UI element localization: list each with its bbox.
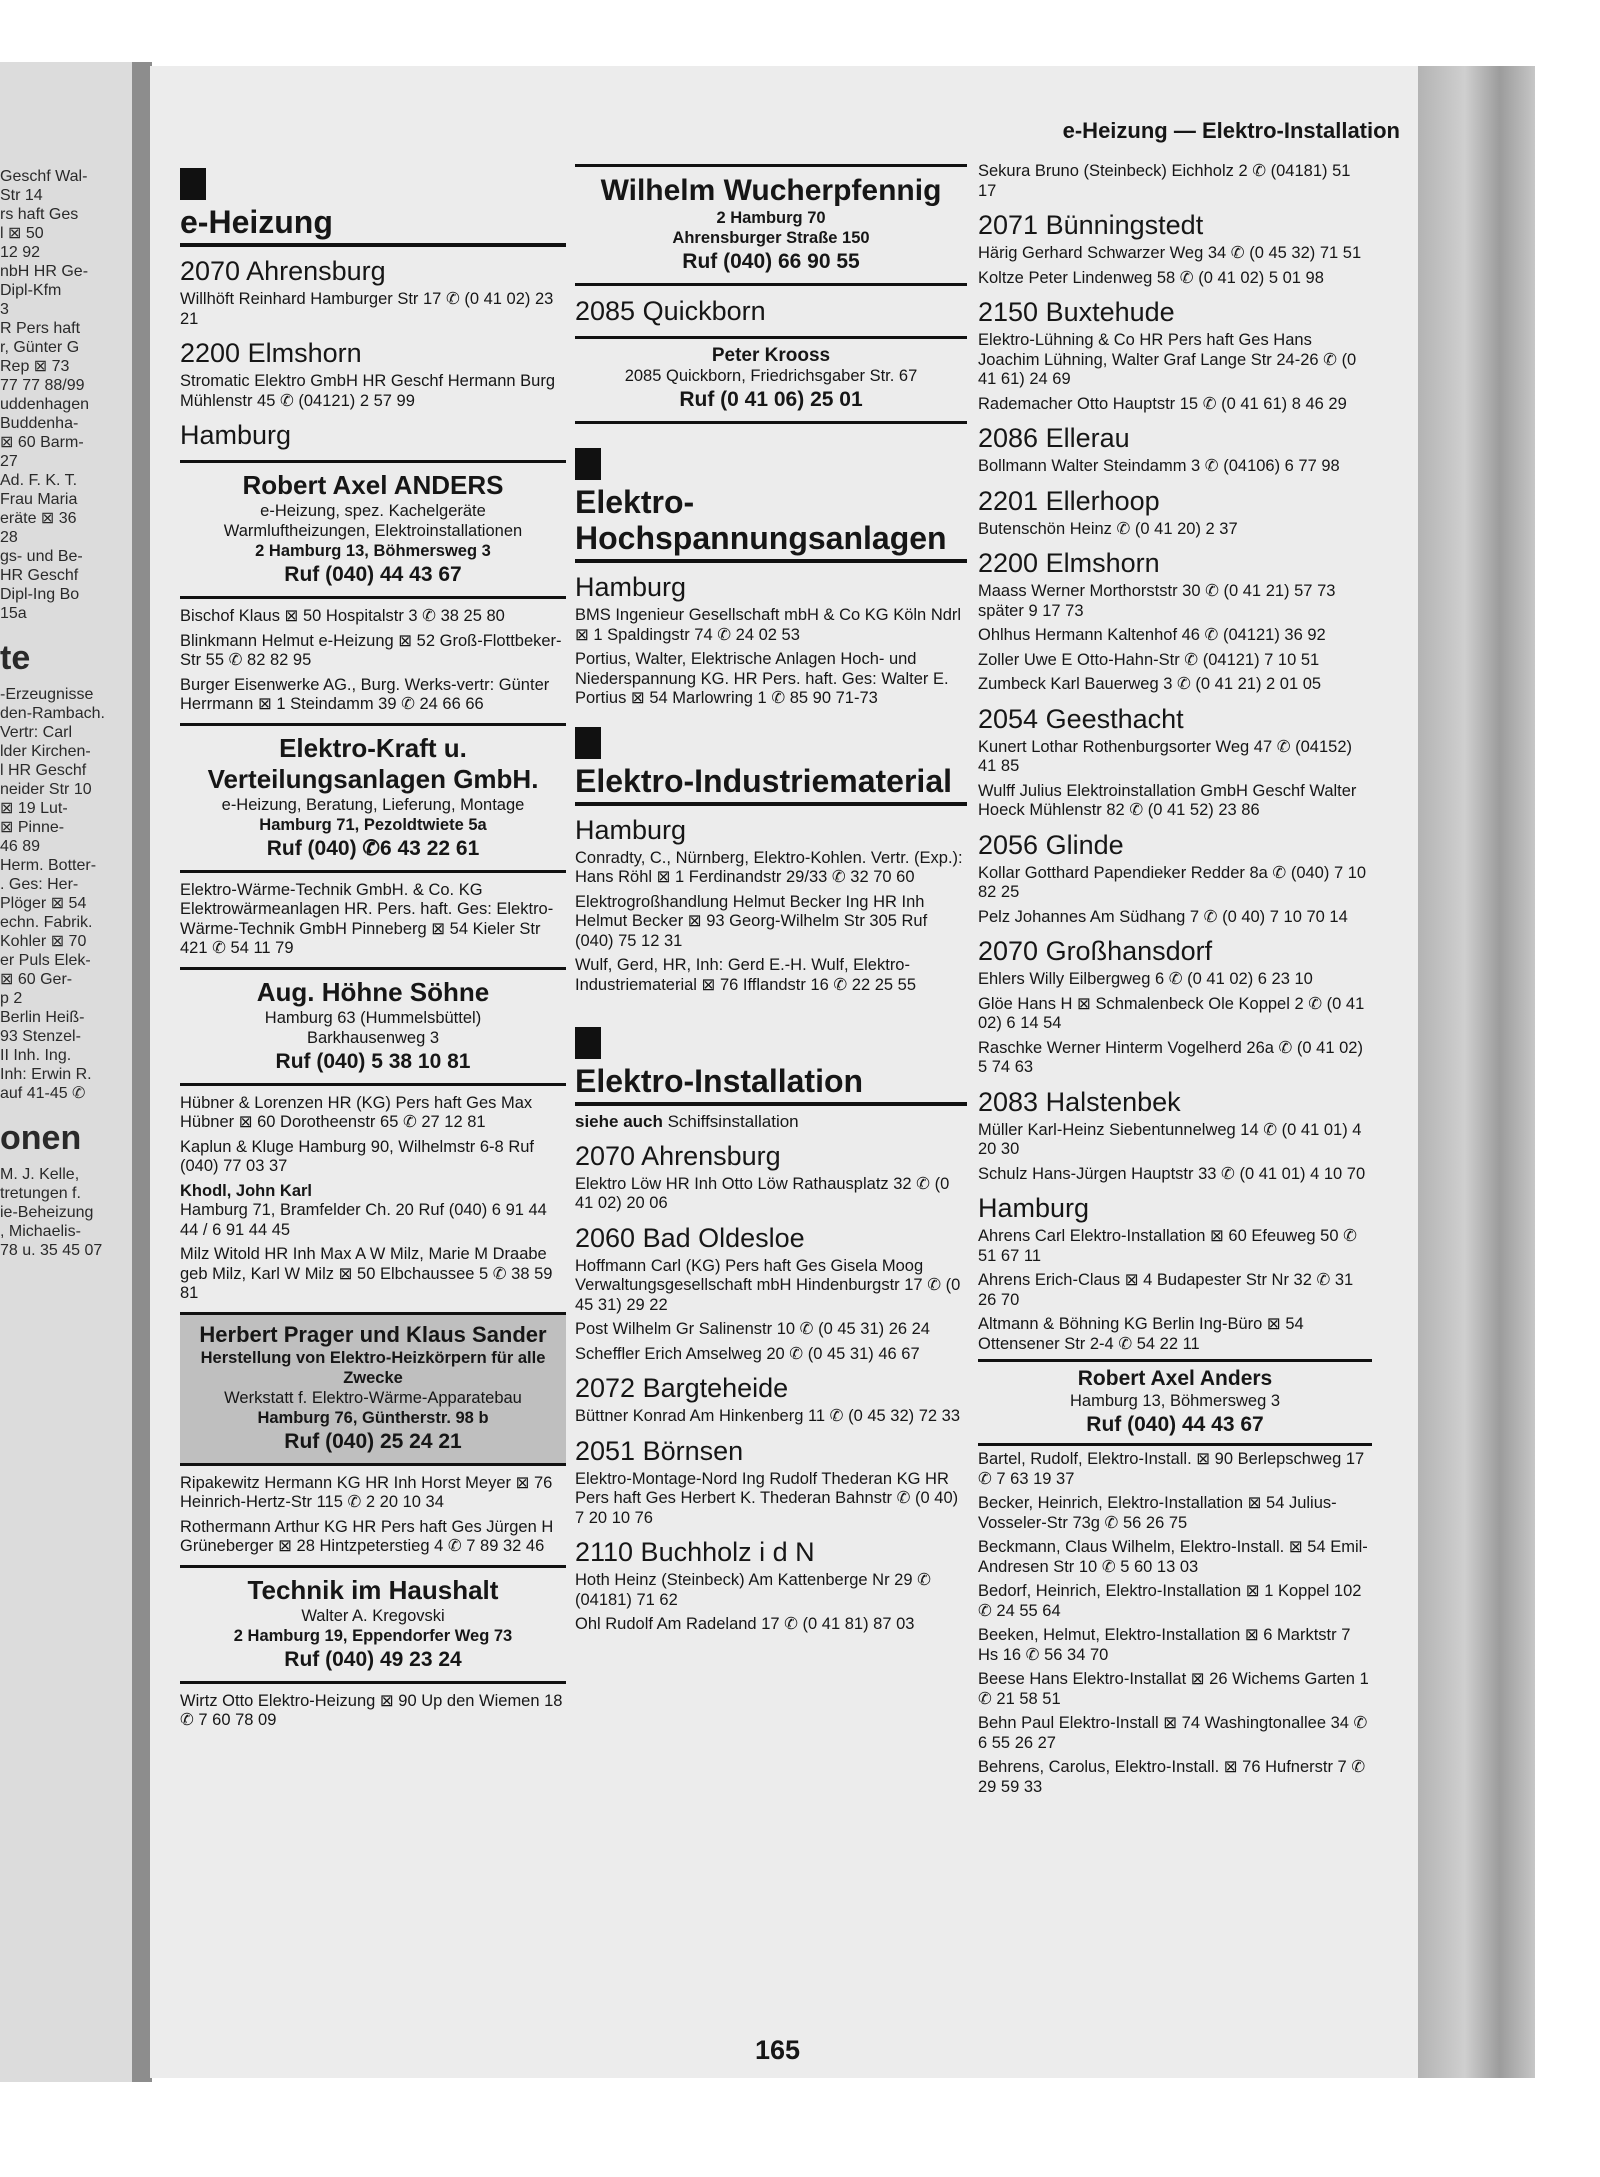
ad-line: Walter A. Kregovski [301,1606,445,1625]
adjacent-page-line: 12 92 [0,244,41,261]
city-heading: 2085 Quickborn [575,296,766,326]
ad-line: Ahrensburger Straße 150 [672,229,870,247]
list-item: Beckmann, Claus Wilhelm, Elektro-Install. ⊠ 54 Emil-Andresen Str 10 ✆ 5 60 13 03 [978,1538,1368,1576]
ad-line: e-Heizung, Beratung, Lieferung, Montage [221,795,525,814]
section-heading: Elektro-Hochspannungsanlagen [575,484,967,563]
adjacent-page-line: 78 u. 35 45 07 [0,1242,103,1259]
advertisement [575,336,967,424]
list-item: Scheffler Erich Amselweg 20 ✆ (0 45 31) 46 67 [575,1344,920,1363]
list-item: Bartel, Rudolf, Elektro-Install. ⊠ 90 Berlepschweg 17 ✆ 7 63 19 37 [978,1450,1365,1488]
city-heading: 2072 Bargteheide [575,1373,789,1403]
list-item: Rademacher Otto Hauptstr 15 ✆ (0 41 61) 8 46 29 [978,394,1347,413]
list-item: Kaplun & Kluge Hamburg 90, Wilhelmstr 6-8 Ruf (040) 77 03 37 [180,1137,534,1175]
ad-line: Hamburg 63 (Hummelsbüttel) [264,1008,482,1027]
ad-phone: Ruf (040) 5 38 10 81 [275,1049,471,1073]
list-item: Beeken, Helmut, Elektro-Installation ⊠ 6 Marktstr 7 Hs 16 ✆ 56 34 70 [978,1626,1351,1664]
list-item: Ahrens Erich-Claus ⊠ 4 Budapester Str Nr 32 ✆ 31 26 70 [978,1271,1354,1309]
entry-details: Hamburg 71, Bramfelder Ch. 20 Ruf (040) 6 91 44 44 / 6 91 44 45 [180,1201,547,1239]
list-item: Schulz Hans-Jürgen Hauptstr 33 ✆ (0 41 01) 4 10 70 [978,1164,1366,1183]
advertisement [575,164,967,286]
list-item: Elektro-Wärme-Technik GmbH. & Co. KG Elektrowärmeanlagen HR. Pers. haft. Ges: Elektro-Wärme-Technik GmbH Pinneberg ⊠ 54 Kieler Str 421 ✆ 54 11 79 [180,880,554,957]
list-item: Willhöft Reinhard Hamburger Str 17 ✆ (0 41 02) 23 21 [180,290,554,328]
adjacent-page-text [0,167,136,1260]
adjacent-page-line: Dipl-Kfm [0,282,62,299]
adjacent-page-line: 77 77 88/99 [0,377,85,394]
list-item: Elektro-Lühning & Co HR Pers haft Ges Hans Joachim Lühning, Walter Graf Lange Str 24-26 ✆ (0 41 61) 24 69 [978,331,1357,388]
running-header: e-Heizung — Elektro-Installation [1062,118,1400,143]
list-item: Zumbeck Karl Bauerweg 3 ✆ (0 41 21) 2 01 05 [978,675,1322,693]
list-item: Behn Paul Elektro-Install ⊠ 74 Washingtonallee 34 ✆ 6 55 26 27 [978,1714,1368,1752]
list-item: Hoffmann Carl (KG) Pers haft Ges Gisela Moog Verwaltungsgesellschaft mbH Hindenburgstr 17 ✆ (0 45 31) 29 22 [575,1256,961,1314]
list-item: Pelz Johannes Am Südhang 7 ✆ (0 40) 7 10 70 14 [978,907,1348,926]
advertisement [978,1359,1372,1446]
see-also-text: Schiffsinstallation [662,1112,799,1131]
list-item: Härig Gerhard Schwarzer Weg 34 ✆ (0 45 32) 71 51 [978,244,1362,262]
adjacent-page-line: ie-Beheizung [0,1204,94,1221]
adjacent-page-line: eräte ⊠ 36 [0,510,77,527]
adjacent-page-line: Vertr: Carl [0,724,73,741]
adjacent-page-line: ⊠ 60 Ger- [0,971,73,988]
adjacent-page-line: R Pers haft [0,320,81,337]
adjacent-page-line: HR Geschf [0,567,79,584]
adjacent-page-line: 93 Stenzel- [0,1028,81,1045]
adjacent-page-line: gs- und Be- [0,548,83,565]
adjacent-page-line: Kohler ⊠ 70 [0,933,87,950]
list-item: Ohl Rudolf Am Radeland 17 ✆ (0 41 81) 87 03 [575,1615,915,1633]
column-1 [180,160,566,1736]
city-heading: Hamburg [978,1193,1090,1223]
ad-line: 2 Hamburg 70 [716,209,826,227]
list-item: Blinkmann Helmut e-Heizung ⊠ 52 Groß-Flottbeker-Str 55 ✆ 82 82 95 [180,631,562,669]
list-item: Behrens, Carolus, Elektro-Install. ⊠ 76 Hufnerstr 7 ✆ 29 59 33 [978,1758,1366,1796]
list-item: Kollar Gotthard Papendieker Redder 8a ✆ (040) 7 10 82 25 [978,863,1367,901]
adjacent-page-line: den-Rambach. [0,705,105,722]
list-item: Büttner Konrad Am Hinkenberg 11 ✆ (0 45 32) 72 33 [575,1407,961,1425]
column-2 [575,160,967,1640]
city-heading: 2083 Halstenbek [978,1086,1181,1117]
city-heading: 2071 Bünningstedt [978,210,1204,240]
city-heading: 2060 Bad Oldesloe [575,1222,805,1253]
city-heading: 2070 Ahrensburg [180,256,386,286]
list-item: Kunert Lothar Rothenburgsorter Weg 47 ✆ (04152) 41 85 [978,737,1352,775]
list-item: Hoth Heinz (Steinbeck) Am Kattenberge Nr 29 ✆ (04181) 71 62 [575,1571,931,1609]
adjacent-page-edge [0,62,140,2082]
list-item: Rothermann Arthur KG HR Pers haft Ges Jürgen H Grüneberger ⊠ 28 Hintzpeterstieg 4 ✆ 7 89 32 46 [180,1517,554,1555]
ad-line: Hamburg 13, Böhmersweg 3 [1069,1392,1281,1410]
adjacent-page-line: Rep ⊠ 73 [0,358,70,375]
list-item: Koltze Peter Lindenweg 58 ✆ (0 41 02) 5 01 98 [978,268,1324,287]
adjacent-page-line: er Puls Elek- [0,952,91,969]
advertisement [180,460,566,599]
city-heading: 2056 Glinde [978,829,1124,860]
adjacent-page-line: II Inh. Ing. [0,1047,72,1064]
see-also-label: siehe auch [575,1112,663,1131]
ad-phone: Ruf (040) ✆6 43 22 61 [266,836,480,860]
adjacent-page-line: l ⊠ 50 [0,225,44,242]
ad-line: 2085 Quickborn, Friedrichsgaber Str. 67 [624,367,918,385]
city-heading: Hamburg [575,572,687,602]
list-item: Portius, Walter, Elektrische Anlagen Hoch- und Niederspannung KG. HR Pers. haft. Ges: Walter E. Portius ⊠ 54 Marlowring 1 ✆ 85 90 71-73 [575,650,949,707]
adjacent-page-line: rs haft Ges [0,206,79,223]
ad-phone: Ruf (040) 44 43 67 [284,563,462,586]
adjacent-page-line: r, Günter G [0,339,80,356]
list-item: Beese Hans Elektro-Installat ⊠ 26 Wichems Garten 1 ✆ 21 58 51 [978,1670,1369,1708]
ad-line: Herstellung von Elektro-Heizkörpern für alle Zwecke [200,1348,546,1387]
ad-address: Hamburg 71, Pezoldtwiete 5a [259,815,487,834]
adjacent-page-line: 15a [0,605,27,622]
adjacent-page-line: lder Kirchen- [0,743,91,760]
adjacent-page-line: p 2 [0,990,23,1007]
list-item: Conradty, C., Nürnberg, Elektro-Kohlen. Vertr. (Exp.): Hans Röhl ⊠ 1 Ferdinandstr 29/33 ✆ 32 70 60 [575,848,963,886]
adjacent-page-line: onen [0,1119,82,1157]
city-heading: Hamburg [180,420,292,450]
page-number: 165 [755,2035,801,2065]
section-marker [575,1027,601,1059]
section-heading: e-Heizung [180,204,566,247]
list-item: Bedorf, Heinrich, Elektro-Installation ⊠ 1 Koppel 102 ✆ 24 55 64 [978,1582,1362,1620]
ad-line: Barkhausenweg 3 [306,1028,440,1047]
list-item: Elektro-Montage-Nord Ing Rudolf Thederan KG HR Pers haft Ges Herbert K. Thederan Bahnstr ✆ (0 40) 7 20 10 76 [575,1469,959,1527]
ad-title: Technik im Haushalt [247,1574,499,1605]
ad-line: e-Heizung, spez. Kachelgeräte [260,502,486,520]
list-item: Elektro Löw HR Inh Otto Löw Rathausplatz 32 ✆ (0 41 02) 20 06 [575,1174,950,1212]
advertisement [180,967,566,1086]
adjacent-page-line: Dipl-Ing Bo [0,586,80,603]
adjacent-page-line: 28 [0,529,18,546]
advertisement [180,723,566,873]
adjacent-page-line: echn. Fabrik. [0,914,93,931]
list-item: Post Wilhelm Gr Salinenstr 10 ✆ (0 45 31) 26 24 [575,1320,930,1338]
list-item: Glöe Hans H ⊠ Schmalenbeck Ole Koppel 2 ✆ (0 41 02) 6 14 54 [978,994,1365,1032]
list-item: Maass Werner Morthorststr 30 ✆ (0 41 21) 57 73 später 9 17 73 [978,582,1336,620]
adjacent-page-line: ⊠ Pinne- [0,819,65,836]
city-heading: 2150 Buxtehude [978,297,1175,327]
list-item: Bollmann Walter Steindamm 3 ✆ (04106) 6 77 98 [978,457,1340,475]
list-item: Raschke Werner Hinterm Vogelherd 26a ✆ (0 41 02) 5 74 63 [978,1038,1363,1076]
adjacent-page-line: , Michaelis- [0,1223,81,1240]
adjacent-page-line: Berlin Heiß- [0,1009,85,1026]
list-item: Müller Karl-Heinz Siebentunnelweg 14 ✆ (0 41 01) 4 20 30 [978,1120,1362,1158]
list-item: Milz Witold HR Inh Max A W Milz, Marie M Draabe geb Milz, Karl W Milz ⊠ 50 Elbchaussee 5 ✆ 38 59 81 [180,1245,553,1302]
adjacent-page-line: Geschf Wal- [0,168,88,185]
list-item: Wulf, Gerd, HR, Inh: Gerd E.-H. Wulf, Elektro-Industriematerial ⊠ 76 Ifflandstr 16 ✆ 22 25 55 [575,956,917,994]
city-heading: 2201 Ellerhoop [978,485,1160,516]
city-heading: 2051 Börnsen [575,1435,744,1466]
advertisement [180,1565,566,1684]
ad-address: 2 Hamburg 19, Eppendorfer Weg 73 [233,1626,513,1645]
adjacent-page-line: l HR Geschf [0,762,87,779]
ad-title: Peter Krooss [711,345,831,366]
section-marker [575,727,601,759]
adjacent-page-line: Frau Maria [0,491,78,508]
city-heading: 2200 Elmshorn [180,338,362,368]
section-heading: Elektro-Installation [575,1063,967,1106]
ad-title: Herbert Prager und Klaus Sander [199,1321,547,1347]
list-item: Becker, Heinrich, Elektro-Installation ⊠ 54 Julius-Vosseler-Str 73g ✆ 56 26 75 [978,1494,1337,1532]
book-spine [132,62,152,2082]
list-item: Wirtz Otto Elektro-Heizung ⊠ 90 Up den Wiemen 18 ✆ 7 60 78 09 [180,1691,563,1729]
adjacent-page-line: nbH HR Ge- [0,263,89,280]
ad-address: 2 Hamburg 13, Böhmersweg 3 [255,542,491,560]
list-item [180,1182,566,1241]
page-block-edge [1418,66,1535,2078]
ad-title: Aug. Höhne Söhne [256,976,490,1007]
adjacent-page-line: 46 89 [0,838,41,855]
ad-phone: Ruf (040) 49 23 24 [284,1647,462,1671]
list-item: Ripakewitz Hermann KG HR Inh Horst Meyer ⊠ 76 Heinrich-Hertz-Str 115 ✆ 2 20 10 34 [180,1473,553,1511]
city-heading: Hamburg [575,814,687,845]
list-item: Zoller Uwe E Otto-Hahn-Str ✆ (04121) 7 10 51 [978,650,1320,669]
list-item: Hübner & Lorenzen HR (KG) Pers haft Ges Max Hübner ⊠ 60 Dorotheenstr 65 ✆ 27 12 81 [180,1093,533,1131]
adjacent-page-line: Herm. Botter- [0,857,97,874]
adjacent-page-line: Ad. F. K. T. [0,472,78,489]
advertisement [180,1312,566,1466]
city-heading: 2086 Ellerau [978,423,1130,453]
list-item: Altmann & Böhning KG Berlin Ing-Büro ⊠ 54 Ottensener Str 2-4 ✆ 54 22 11 [978,1315,1304,1353]
city-heading: 2200 Elmshorn [978,548,1160,578]
adjacent-page-line: te [0,639,31,677]
list-item: Ahrens Carl Elektro-Installation ⊠ 60 Efeuweg 50 ✆ 51 67 11 [978,1227,1357,1265]
section-heading: Elektro-Industriematerial [575,763,967,806]
ad-address: Hamburg 76, Güntherstr. 98 b [257,1408,489,1427]
city-heading: 2070 Ahrensburg [575,1140,781,1171]
adjacent-page-line: 27 [0,453,18,470]
ad-phone: Ruf (040) 44 43 67 [1086,1413,1264,1436]
list-item: Elektrogroßhandlung Helmut Becker Ing HR Inh Helmut Becker ⊠ 93 Georg-Wilhelm Str 305 Ruf (040) 75 12 31 [575,892,928,950]
adjacent-page-line: Buddenha- [0,415,79,432]
adjacent-page-line: auf 41-45 ✆ [0,1085,86,1102]
adjacent-page-line: Inh: Erwin R. [0,1066,92,1083]
city-heading: 2054 Geesthacht [978,703,1184,734]
ad-phone: Ruf (040) 25 24 21 [284,1429,462,1453]
ad-title: Elektro-Kraft u. Verteilungsanlagen GmbH. [207,732,539,794]
ad-line: Warmluftheizungen, Elektroinstallationen [223,522,523,540]
list-item: Ohlhus Hermann Kaltenhof 46 ✆ (04121) 36 92 [978,626,1326,644]
list-item: Sekura Bruno (Steinbeck) Eichholz 2 ✆ (04181) 51 17 [978,162,1351,200]
ad-title: Robert Axel Anders [1077,1367,1273,1390]
adjacent-page-line: uddenhagen [0,396,89,413]
adjacent-page-line: ⊠ 19 Lut- [0,800,68,817]
ad-phone: Ruf (040) 66 90 55 [682,250,860,273]
list-item: Ehlers Willy Eilbergweg 6 ✆ (0 41 02) 6 23 10 [978,970,1313,988]
list-item: Stromatic Elektro GmbH HR Geschf Hermann Burg Mühlenstr 45 ✆ (04121) 2 57 99 [180,372,556,410]
ad-phone: Ruf (0 41 06) 25 01 [679,388,863,411]
adjacent-page-line: neider Str 10 [0,781,92,798]
list-item: Butenschön Heinz ✆ (0 41 20) 2 37 [978,519,1238,538]
section-marker [180,168,206,200]
ad-title: Robert Axel ANDERS [242,470,504,500]
list-item: Bischof Klaus ⊠ 50 Hospitalstr 3 ✆ 38 25 80 [180,607,505,625]
ad-title: Wilhelm Wucherpfennig [600,174,942,207]
adjacent-page-line: tretungen f. [0,1185,81,1202]
adjacent-page-line: . Ges: Her- [0,876,79,893]
list-item: Burger Eisenwerke AG., Burg. Werks-vertr: Günter Herrmann ⊠ 1 Steindamm 39 ✆ 24 66 66 [180,675,550,713]
adjacent-page-line: -Erzeugnisse [0,686,94,703]
adjacent-page-line: 3 [0,301,9,318]
list-item: BMS Ingenieur Gesellschaft mbH & Co KG Köln Ndrl ⊠ 1 Spaldingstr 74 ✆ 24 02 53 [575,606,962,644]
city-heading: 2070 Großhansdorf [978,936,1213,966]
adjacent-page-line: ⊠ 60 Barm- [0,434,84,451]
city-heading: 2110 Buchholz i d N [575,1537,815,1567]
ad-line: Werkstatt f. Elektro-Wärme-Apparatebau [224,1388,522,1407]
see-also-note [575,1112,967,1132]
entry-name: Khodl, John Karl [180,1181,312,1200]
adjacent-page-line: M. J. Kelle, [0,1166,80,1183]
column-3 [978,160,1372,1802]
list-item: Wulff Julius Elektroinstallation GmbH Geschf Walter Hoeck Mühlenstr 82 ✆ (0 41 52) 23 86 [978,781,1357,819]
adjacent-page-line: Str 14 [0,187,43,204]
section-marker [575,448,601,480]
adjacent-page-line: Plöger ⊠ 54 [0,895,87,912]
